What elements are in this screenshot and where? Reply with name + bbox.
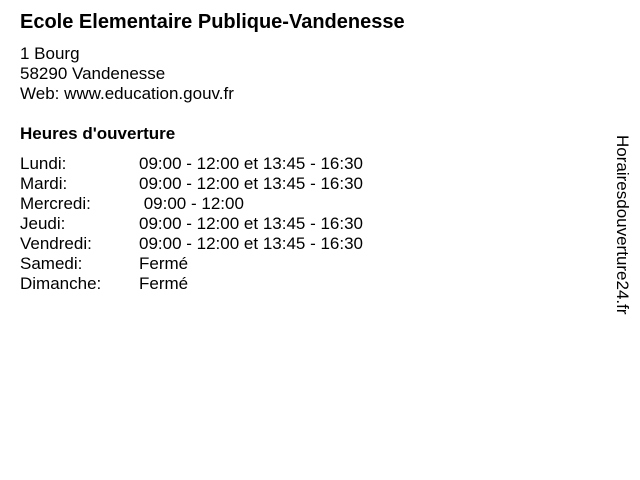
hours-row-tuesday — [20, 174, 363, 194]
address-city: 58290 Vandenesse — [20, 64, 166, 83]
time-value: 09:00 - 12:00 et 13:45 - 16:30 — [139, 234, 364, 253]
hours-row-saturday — [20, 254, 363, 274]
hours-row-wednesday — [20, 194, 363, 214]
day-label: Mardi: — [20, 174, 68, 193]
day-label: Lundi: — [20, 154, 67, 173]
day-label: Vendredi: — [20, 234, 92, 253]
time-value: 09:00 - 12:00 et 13:45 - 16:30 — [139, 154, 364, 173]
day-label: Dimanche: — [20, 274, 102, 293]
brand-text: Horairesdouverture24.fr — [613, 135, 632, 315]
hours-heading: Heures d'ouverture — [20, 124, 176, 143]
address-block — [20, 44, 234, 104]
time-value: 09:00 - 12:00 et 13:45 - 16:30 — [139, 214, 364, 233]
address-web: Web: www.education.gouv.fr — [20, 84, 234, 103]
time-value: 09:00 - 12:00 — [139, 194, 244, 213]
day-label: Jeudi: — [20, 214, 66, 233]
time-value: Fermé — [139, 274, 189, 293]
hours-row-monday — [20, 154, 363, 174]
day-label: Samedi: — [20, 254, 83, 273]
hours-list — [20, 154, 363, 294]
hours-row-sunday — [20, 274, 363, 294]
hours-row-friday — [20, 234, 363, 254]
brand-watermark — [610, 135, 634, 345]
address-street: 1 Bourg — [20, 44, 80, 63]
time-value: 09:00 - 12:00 et 13:45 - 16:30 — [139, 174, 364, 193]
time-value: Fermé — [139, 254, 189, 273]
day-label: Mercredi: — [20, 194, 91, 213]
hours-row-thursday — [20, 214, 363, 234]
page-title: Ecole Elementaire Publique-Vandenesse — [20, 11, 405, 33]
